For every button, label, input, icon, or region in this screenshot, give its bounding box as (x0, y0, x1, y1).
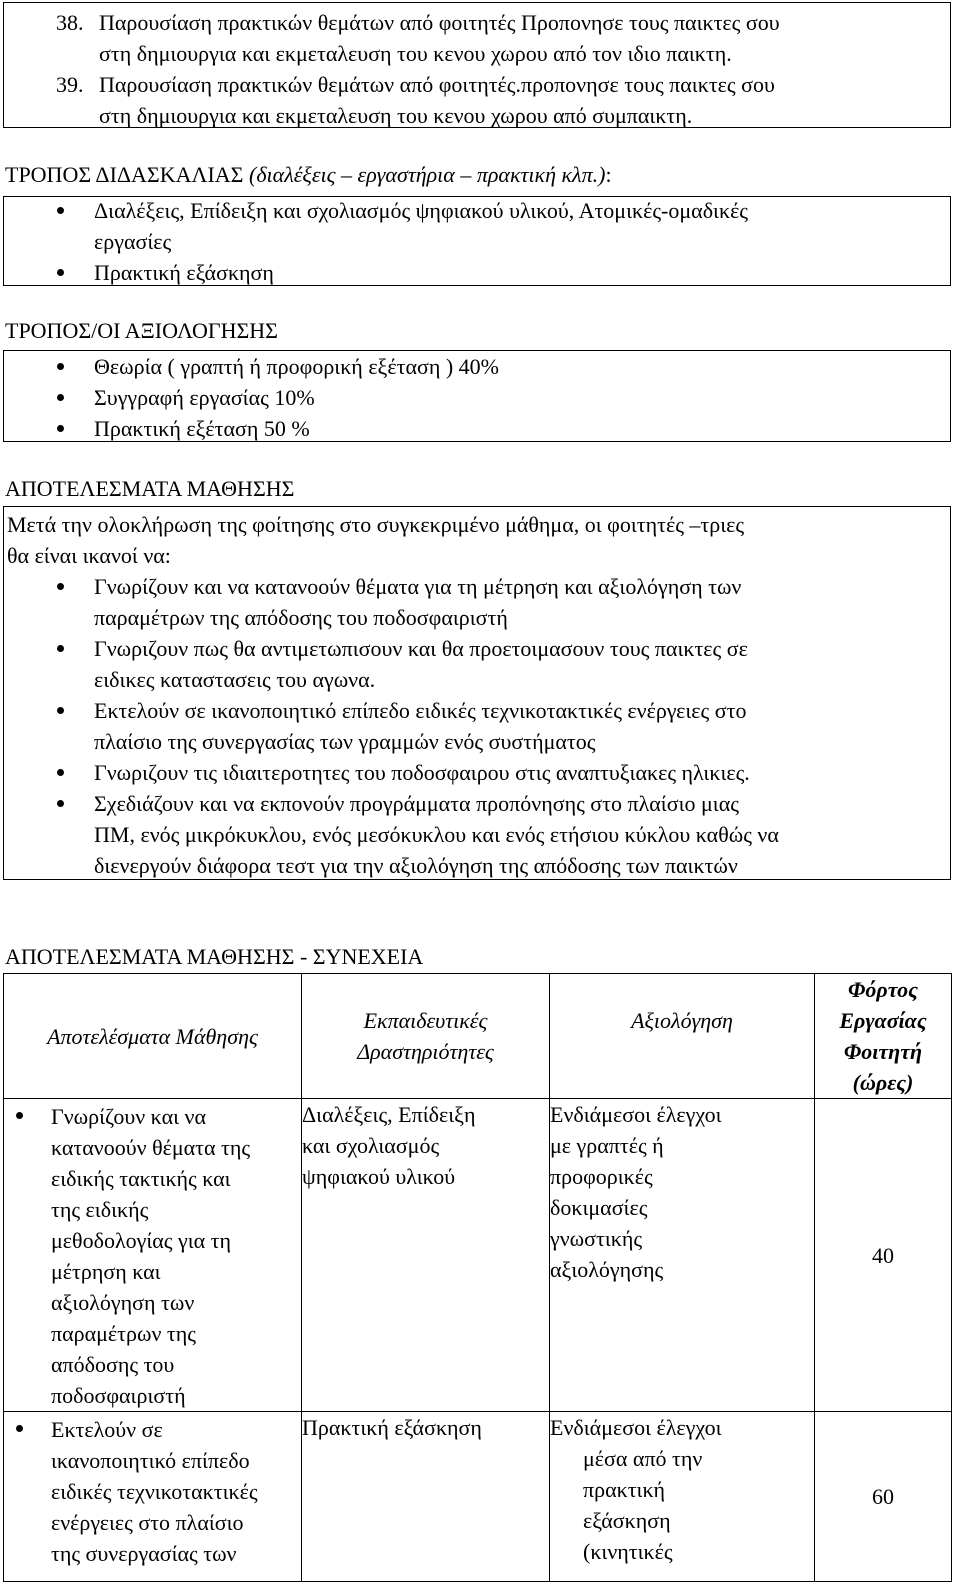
list-item (4, 382, 944, 413)
list-item (4, 571, 950, 633)
header-line: (ώρες) (852, 1070, 914, 1095)
hours-cell: 60 (815, 1412, 952, 1582)
outcomes-table (3, 973, 952, 1582)
header-line: Δραστηριότητες (357, 1039, 494, 1064)
item-line: στη δημιουργια και εκμεταλευση του κενου χωρου από τον ιδιο παικτη. (99, 41, 732, 66)
activity-cell (302, 1099, 550, 1412)
header-line: Αξιολόγηση (631, 1008, 733, 1033)
column-header-workload (815, 974, 952, 1099)
activity-cell (302, 1412, 550, 1582)
list-item (4, 257, 944, 288)
item-line: Σχεδιάζουν και να εκπονούν προγράμματα προπόνησης στο πλαίσιο μιας (94, 791, 739, 816)
outcome-cell (4, 1099, 302, 1412)
learning-outcomes-box (3, 506, 951, 880)
intro-line: θα είναι ικανοί να: (7, 543, 171, 568)
list-item (4, 195, 944, 257)
item-line: παραμέτρων της απόδοσης του ποδοσφαιριστή (94, 605, 508, 630)
outcome-cell (4, 1412, 302, 1582)
cell-line: ειδικές τεχνικοτακτικές (51, 1479, 258, 1504)
cell-line: μεθοδολογίας για τη (51, 1228, 231, 1253)
assessment-heading: ΤΡΟΠΟΣ/ΟΙ ΑΞΙΟΛΟΓΗΣΗΣ (5, 318, 278, 343)
item-text: Συγγραφή εργασίας 10% (94, 385, 315, 410)
item-line: Παρουσίαση πρακτικών θεμάτων από φοιτητές.προπονησε τους παικτες σου (99, 72, 775, 97)
item-line: πλαίσιο της συνεργασίας των γραμμών ενός συστήματος (94, 729, 596, 754)
teaching-method-box (3, 196, 951, 286)
cell-line: Γνωρίζουν και να (51, 1104, 206, 1129)
item-number: 38. (56, 10, 84, 35)
item-line: εργασίες (94, 229, 172, 254)
table-row (4, 1099, 952, 1412)
header-line: Φοιτητή (843, 1039, 923, 1064)
continuation-heading: ΑΠΟΤΕΛΕΣΜΑΤΑ ΜΑΘΗΣΗΣ - ΣΥΝΕΧΕΙΑ (5, 944, 424, 969)
item-line: διενεργούν διάφορα τεστ για την αξιολόγηση της απόδοσης των παικτών (94, 853, 738, 878)
item-line: στη δημιουργια και εκμεταλευση του κενου χωρου από συμπαικτη. (99, 103, 693, 128)
header-line: Φόρτος (848, 977, 918, 1002)
cell-line: Ενδιάμεσοι έλεγχοι (550, 1102, 722, 1127)
heading-italic: (διαλέξεις – εργαστήρια – πρακτική κλπ.) (249, 162, 606, 187)
numbered-item (56, 69, 946, 131)
item-line: ειδικες καταστασεις του αγωνα. (94, 667, 376, 692)
bullet-icon (57, 394, 64, 401)
cell-line: εξάσκηση (583, 1508, 671, 1533)
table-row (4, 1412, 952, 1582)
column-header-outcomes (4, 974, 302, 1099)
bullet-icon (57, 800, 64, 807)
outcome-bullet (4, 1412, 301, 1569)
bullet-icon (57, 769, 64, 776)
assessment-cell (550, 1412, 815, 1582)
list-item (4, 633, 950, 695)
bullet-icon (57, 707, 64, 714)
cell-line: ικανοποιητικό επίπεδο (51, 1448, 250, 1473)
heading-colon: : (605, 162, 612, 187)
numbered-list (56, 7, 946, 131)
heading-main: ΤΡΟΠΟΣ ΔΙΔΑΣΚΑΛΙΑΣ (5, 162, 244, 187)
cell-line: κατανοούν θέματα της (51, 1135, 251, 1160)
learning-outcomes-heading: ΑΠΟΤΕΛΕΣΜΑΤΑ ΜΑΘΗΣΗΣ (5, 476, 295, 501)
cell-line: και σχολιασμός (302, 1133, 440, 1158)
teaching-method-heading (5, 160, 612, 190)
cell-line: ενέργειες στο πλαίσιο (51, 1510, 244, 1535)
bullet-icon (16, 1425, 23, 1432)
bullet-icon (57, 363, 64, 370)
cell-line: απόδοσης του (51, 1352, 175, 1377)
bullet-icon (57, 583, 64, 590)
cell-line: πρακτική (583, 1477, 666, 1502)
item-line: Γνωρίζουν και να κατανοούν θέματα για τη μέτρηση και αξιολόγηση των (94, 574, 742, 599)
outcomes-intro (7, 509, 947, 571)
cell-line: Πρακτική εξάσκηση (302, 1415, 482, 1440)
item-line: Γνωριζουν πως θα αντιμετωπισουν και θα προετοιμασουν τους παικτες σε (94, 636, 748, 661)
cell-line: (κινητικές (583, 1539, 673, 1564)
numbered-item (56, 7, 946, 69)
column-header-activities (302, 974, 550, 1099)
header-line: Αποτελέσματα Μάθησης (47, 1023, 258, 1049)
cell-line: με γραπτές ή (550, 1133, 664, 1158)
list-item (4, 413, 944, 444)
intro-line: Μετά την ολοκλήρωση της φοίτησης στο συγκεκριμένο μάθημα, οι φοιτητές –τριες (7, 512, 745, 537)
item-line: ΠΜ, ενός μικρόκυκλου, ενός μεσόκυκλου και ενός ετήσιου κύκλου καθώς να (94, 822, 779, 847)
item-text: Θεωρία ( γραπτή ή προφορική εξέταση ) 40% (94, 354, 499, 379)
cell-line: αξιολόγησης (550, 1257, 664, 1282)
assessment-box (3, 350, 951, 442)
cell-line: προφορικές (550, 1164, 653, 1189)
cell-line: μέτρηση και (51, 1259, 161, 1284)
cell-line: δοκιμασίες (550, 1195, 648, 1220)
cell-line: ψηφιακού υλικού (302, 1164, 456, 1189)
outcomes-list (4, 571, 950, 881)
item-line: Πρακτική εξάσκηση (94, 260, 274, 285)
outcome-bullet (4, 1099, 301, 1411)
header-line: Εργασίας (839, 1008, 927, 1033)
cell-line: της συνεργασίας των (51, 1541, 237, 1566)
assessment-list (4, 351, 944, 444)
list-item (4, 757, 950, 788)
list-item (4, 351, 944, 382)
item-line: Διαλέξεις, Επίδειξη και σχολιασμός ψηφιακού υλικού, Ατομικές-ομαδικές (94, 198, 749, 223)
bullet-icon (57, 269, 64, 276)
teaching-list (4, 195, 944, 288)
assessment-cell (550, 1099, 815, 1412)
table-header-row (4, 974, 952, 1099)
item-text: Πρακτική εξέταση 50 % (94, 416, 310, 441)
list-item (4, 695, 950, 757)
bullet-icon (57, 645, 64, 652)
cell-line: γνωστικής (550, 1226, 643, 1251)
cell-line: μέσα από την (583, 1446, 703, 1471)
cell-line: Διαλέξεις, Επίδειξη (302, 1102, 476, 1127)
cell-line: της ειδικής (51, 1197, 149, 1222)
header-line: Εκπαιδευτικές (363, 1008, 488, 1033)
item-line: Παρουσίαση πρακτικών θεμάτων από φοιτητές Προπονησε τους παικτες σου (99, 10, 780, 35)
list-item (4, 788, 950, 881)
hours-cell: 40 (815, 1099, 952, 1412)
cell-line: αξιολόγηση των (51, 1290, 195, 1315)
column-header-assessment (550, 974, 815, 1099)
cell-line: Εκτελούν σε (51, 1417, 163, 1442)
cell-line: ποδοσφαιριστή (51, 1383, 186, 1408)
cell-line: παραμέτρων της (51, 1321, 196, 1346)
bullet-icon (57, 425, 64, 432)
item-line: Γνωριζουν τις ιδιαιτεροτητες του ποδοσφαιρου στις αναπτυξιακες ηλικιες. (94, 760, 750, 785)
bullet-icon (57, 207, 64, 214)
bullet-icon (16, 1112, 23, 1119)
cell-line: Ενδιάμεσοι έλεγχοι (550, 1415, 722, 1440)
cell-line: ειδικής τακτικής και (51, 1166, 231, 1191)
item-number: 39. (56, 72, 84, 97)
item-line: Εκτελούν σε ικανοποιητικό επίπεδο ειδικές τεχνικοτακτικές ενέργειες στο (94, 698, 747, 723)
numbered-items-box (3, 2, 951, 128)
